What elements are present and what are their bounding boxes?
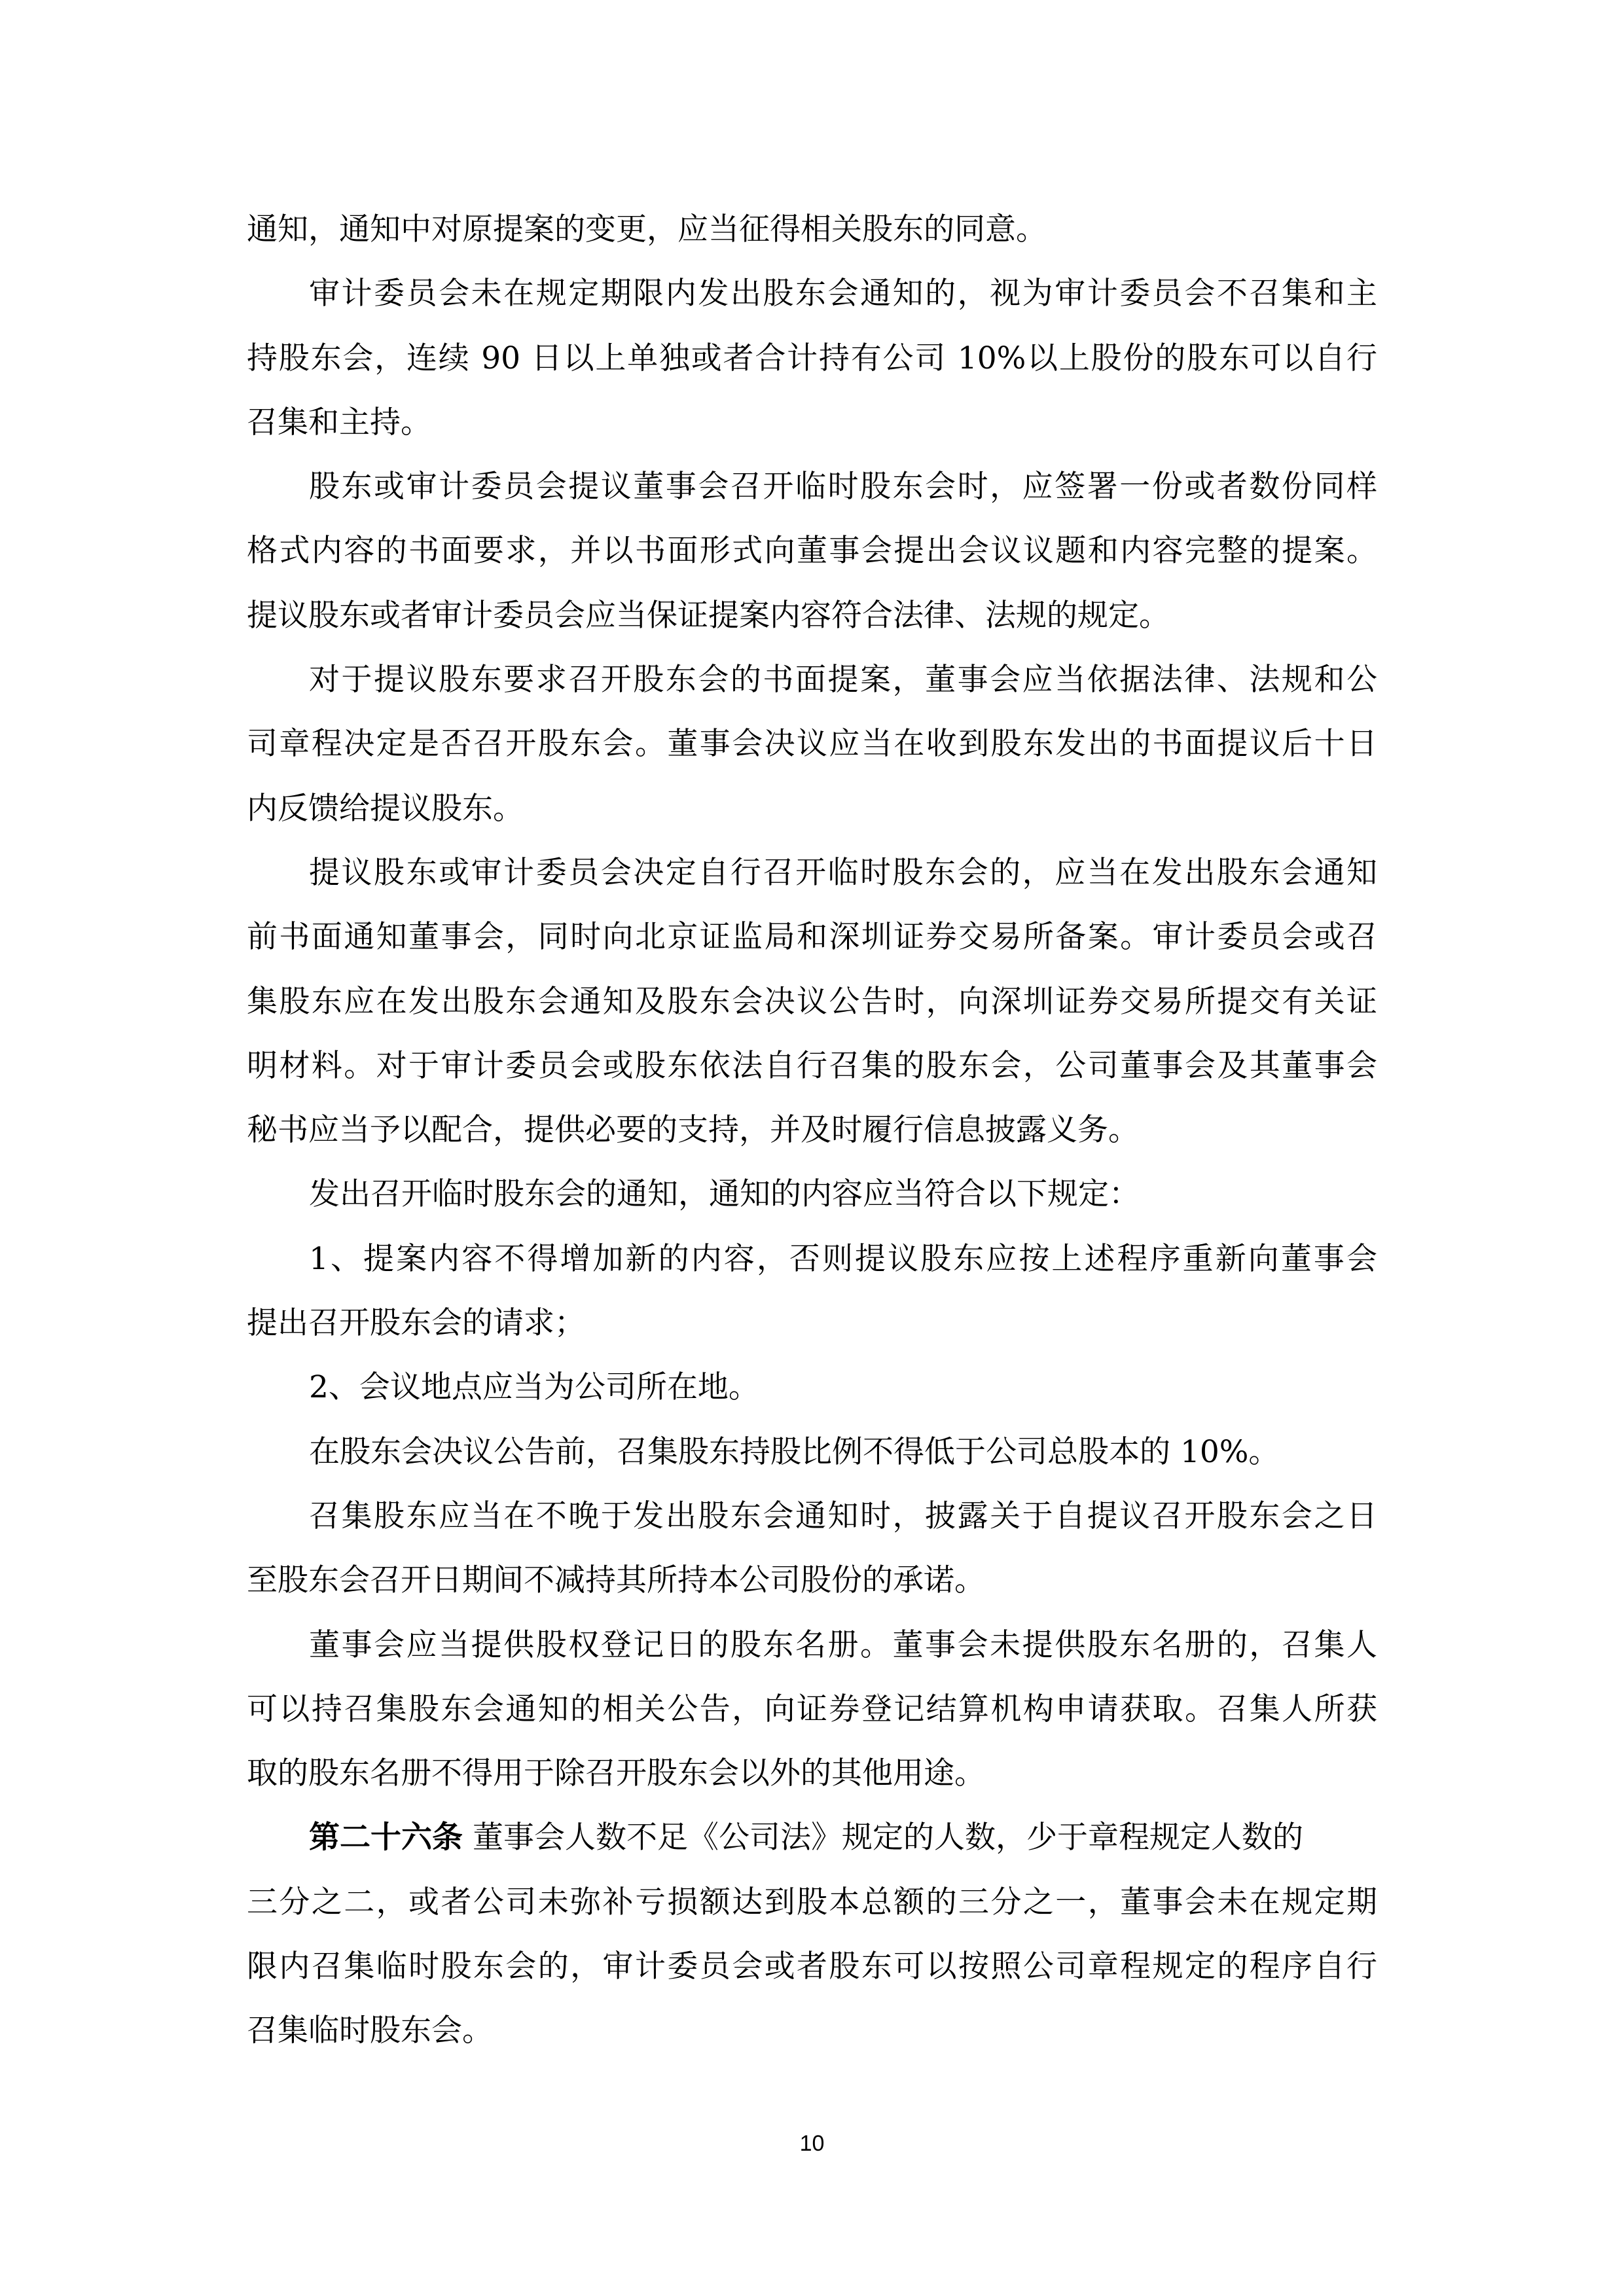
- text-line: 提议股东或者审计委员会应当保证提案内容符合法律、法规的规定。: [247, 597, 1170, 634]
- text-line: 提出召开股东会的请求；: [247, 1305, 585, 1342]
- list-item: [247, 1227, 1386, 1356]
- text-line: 明材料。对于审计委员会或股东依法自行召集的股东会，公司董事会及其董事会: [247, 1047, 1377, 1084]
- text-line: 提议股东或审计委员会决定自行召开临时股东会的，应当在发出股东会通知: [309, 854, 1377, 891]
- text-line: 集股东应在发出股东会通知及股东会决议公告时，向深圳证券交易所提交有关证: [247, 983, 1377, 1020]
- text-line: [247, 1806, 1386, 1870]
- text-line: 对于提议股东要求召开股东会的书面提案，董事会应当依据法律、法规和公: [309, 662, 1377, 698]
- paragraph: [247, 262, 1386, 455]
- paragraph: [247, 1420, 1386, 1484]
- text-line: 前书面通知董事会，同时向北京证监局和深圳证券交易所备案。审计委员会或召: [247, 919, 1377, 956]
- paragraph: [247, 1613, 1386, 1806]
- paragraph: [247, 648, 1386, 841]
- text-line: 2、会议地点应当为公司所在地。: [309, 1369, 759, 1406]
- article-heading: 第二十六条: [309, 1820, 463, 1856]
- text-line: 股东或审计委员会提议董事会召开临时股东会时，应签署一份或者数份同样: [309, 469, 1377, 505]
- paragraph: [247, 1162, 1386, 1227]
- paragraph: [247, 455, 1386, 648]
- text-line: 取的股东名册不得用于除召开股东会以外的其他用途。: [247, 1755, 985, 1792]
- text-line: 发出召开临时股东会的通知，通知的内容应当符合以下规定：: [309, 1176, 1140, 1213]
- page-number: 10: [799, 2131, 825, 2156]
- text-line: 1、提案内容不得增加新的内容，否则提议股东应按上述程序重新向董事会: [309, 1240, 1377, 1277]
- text-line: 在股东会决议公告前，召集股东持股比例不得低于公司总股本的 10%。: [309, 1433, 1280, 1470]
- text-line: 召集临时股东会。: [247, 2013, 493, 2049]
- article-paragraph: [247, 1806, 1386, 2063]
- text-run: 董事会人数不足《公司法》规定的人数，少于章程规定人数的: [463, 1820, 1303, 1856]
- text-line: 召集和主持。: [247, 404, 431, 440]
- list-item: [247, 1355, 1386, 1420]
- text-line: 格式内容的书面要求，并以书面形式向董事会提出会议议题和内容完整的提案。: [247, 533, 1377, 569]
- text-line: 召集股东应当在不晚于发出股东会通知时，披露关于自提议召开股东会之日: [309, 1498, 1377, 1534]
- text-line: 持股东会，连续 90 日以上单独或者合计持有公司 10%以上股份的股东可以自行: [247, 340, 1377, 376]
- text-line: 至股东会召开日期间不减持其所持本公司股份的承诺。: [247, 1562, 985, 1599]
- text-line: 内反馈给提议股东。: [247, 790, 524, 827]
- text-line: 通知，通知中对原提案的变更，应当征得相关股东的同意。: [247, 211, 1047, 247]
- text-line: 司章程决定是否召开股东会。董事会决议应当在收到股东发出的书面提议后十日: [247, 726, 1377, 762]
- text-line: 董事会应当提供股权登记日的股东名册。董事会未提供股东名册的，召集人: [309, 1626, 1377, 1663]
- paragraph: [247, 1484, 1386, 1613]
- text-line: 限内召集临时股东会的，审计委员会或者股东可以按照公司章程规定的程序自行: [247, 1948, 1377, 1985]
- text-line: 三分之二，或者公司未弥补亏损额达到股本总额的三分之一，董事会未在规定期: [247, 1884, 1377, 1920]
- body-text: [247, 198, 1386, 2064]
- paragraph: [247, 841, 1386, 1162]
- text-line: 可以持召集股东会通知的相关公告，向证券登记结算机构申请获取。召集人所获: [247, 1691, 1377, 1727]
- text-line: 秘书应当予以配合，提供必要的支持，并及时履行信息披露义务。: [247, 1112, 1139, 1149]
- text-line: 审计委员会未在规定期限内发出股东会通知的，视为审计委员会不召集和主: [309, 276, 1377, 312]
- paragraph: [247, 198, 1386, 262]
